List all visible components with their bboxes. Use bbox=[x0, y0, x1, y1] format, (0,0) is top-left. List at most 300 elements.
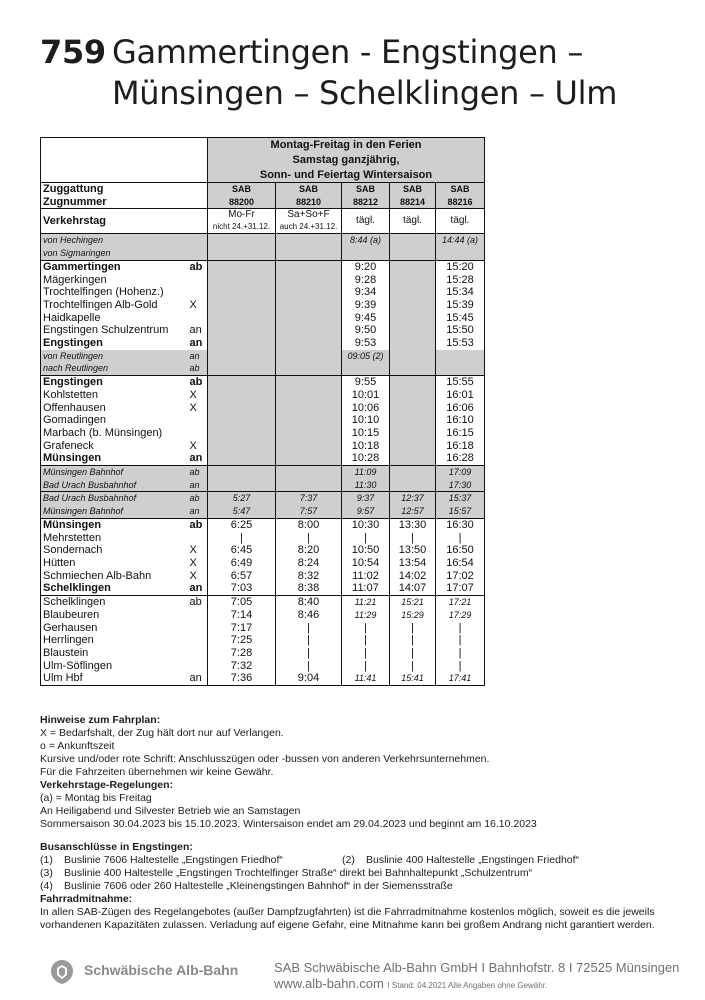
station-name: Trochtelfingen (Hohenz.) bbox=[41, 286, 186, 299]
bus-n2 bbox=[453, 880, 477, 893]
station-name: Trochtelfingen Alb-Gold bbox=[41, 299, 186, 312]
station-mark bbox=[186, 286, 208, 299]
station-mark: X bbox=[189, 401, 197, 414]
time-cell: | bbox=[436, 660, 485, 673]
time-cell: 9:57 bbox=[342, 505, 390, 518]
time-cell: 7:37 bbox=[276, 492, 342, 505]
bus-a: Buslinie 7606 oder 260 Haltestelle „Kleinengstingen Bahnhof“ in der Siemensstraße bbox=[64, 880, 453, 892]
time-cell: 14:02 bbox=[390, 570, 436, 583]
verkehrstag-3 bbox=[342, 209, 390, 234]
station-name: Blaubeuren bbox=[41, 609, 186, 622]
time-cell bbox=[276, 299, 342, 312]
time-cell bbox=[208, 299, 276, 312]
time-cell bbox=[390, 274, 436, 287]
station-mark bbox=[186, 647, 208, 660]
time-cell: 8:40 bbox=[276, 596, 342, 609]
time-cell: 11:41 bbox=[342, 672, 390, 685]
time-cell: 8:46 bbox=[276, 609, 342, 622]
timetable-row bbox=[41, 544, 485, 557]
time-cell: 17:07 bbox=[436, 582, 485, 595]
time-cell: 5:27 bbox=[208, 492, 276, 505]
station-mark bbox=[186, 274, 208, 287]
station-mark: an bbox=[189, 324, 202, 337]
time-cell: 11:09 bbox=[342, 466, 390, 479]
station-mark: an bbox=[189, 582, 203, 595]
time-cell: 10:15 bbox=[342, 427, 390, 440]
timetable-row bbox=[41, 402, 485, 415]
time-cell: 7:57 bbox=[276, 505, 342, 518]
time-cell: | bbox=[276, 660, 342, 673]
time-cell: 9:53 bbox=[342, 337, 390, 350]
verkehrstag-note: auch 24.+31.12. bbox=[279, 222, 338, 232]
time-cell: 15:50 bbox=[436, 324, 485, 337]
time-cell: 10:54 bbox=[342, 557, 390, 570]
time-cell bbox=[390, 376, 436, 389]
station-mark: an bbox=[186, 505, 208, 518]
time-cell bbox=[390, 362, 436, 375]
time-cell: 17:29 bbox=[436, 609, 485, 622]
time-cell: 9:04 bbox=[276, 672, 342, 685]
time-cell: 16:10 bbox=[436, 414, 485, 427]
timetable-row bbox=[41, 660, 485, 673]
timetable-row bbox=[41, 299, 485, 312]
station-mark bbox=[186, 234, 208, 247]
zugnummer-5: 88216 bbox=[436, 196, 485, 209]
station-mark: ab bbox=[186, 518, 208, 531]
notes-section bbox=[40, 714, 680, 932]
time-cell bbox=[390, 324, 436, 337]
time-cell: 15:20 bbox=[436, 260, 485, 273]
hinweise-title: Hinweise zum Fahrplan: bbox=[40, 714, 161, 726]
bus-item bbox=[40, 867, 680, 880]
verkehrstag-1 bbox=[208, 209, 276, 234]
timetable-row bbox=[41, 518, 485, 531]
sab-logo-icon bbox=[48, 958, 76, 986]
time-cell: 14:44 (a) bbox=[436, 234, 485, 247]
time-cell: 16:54 bbox=[436, 557, 485, 570]
time-cell: 16:06 bbox=[436, 402, 485, 415]
time-cell bbox=[390, 414, 436, 427]
time-cell: | bbox=[390, 634, 436, 647]
bus-n: (3) bbox=[40, 867, 53, 879]
timetable-row bbox=[41, 505, 485, 518]
station-name: Schelklingen bbox=[41, 582, 186, 595]
time-cell bbox=[276, 440, 342, 453]
time-cell: 12:37 bbox=[390, 492, 436, 505]
hinweis-item: Kursive und/oder rote Schrift: Anschlusszügen oder -bussen von anderen Verkehrsunternehmen. bbox=[40, 753, 490, 765]
timetable-row bbox=[41, 389, 485, 402]
station-mark bbox=[186, 660, 208, 673]
station-name: Mägerkingen bbox=[41, 274, 186, 287]
timetable-row bbox=[41, 452, 485, 465]
time-cell: 15:34 bbox=[436, 286, 485, 299]
time-cell: 9:55 bbox=[342, 376, 390, 389]
time-cell bbox=[276, 324, 342, 337]
timetable-row bbox=[41, 479, 485, 492]
time-cell: 5:47 bbox=[208, 505, 276, 518]
station-name: Schelklingen bbox=[41, 596, 186, 609]
time-cell: 16:30 bbox=[436, 518, 485, 531]
time-cell: 10:06 bbox=[342, 402, 390, 415]
time-cell bbox=[390, 440, 436, 453]
timetable-row bbox=[41, 582, 485, 595]
time-cell: 11:07 bbox=[342, 582, 390, 595]
station-mark: an bbox=[189, 337, 203, 350]
station-name: Gomadingen bbox=[41, 414, 186, 427]
verkehrstag-label: Verkehrstag bbox=[41, 209, 208, 234]
time-cell bbox=[390, 299, 436, 312]
time-cell bbox=[208, 247, 276, 260]
time-cell: 7:17 bbox=[208, 622, 276, 635]
station-mark bbox=[186, 622, 208, 635]
station-name: Blaustein bbox=[41, 647, 186, 660]
timetable-row bbox=[41, 634, 485, 647]
time-cell: 9:20 bbox=[342, 260, 390, 273]
zuggattung-2: SAB bbox=[276, 183, 342, 196]
time-cell bbox=[276, 234, 342, 247]
time-cell bbox=[342, 362, 390, 375]
time-cell bbox=[390, 234, 436, 247]
timetable-row bbox=[41, 376, 485, 389]
time-cell: | bbox=[390, 647, 436, 660]
time-cell: | bbox=[436, 532, 485, 545]
timetable-row bbox=[41, 570, 485, 583]
bus-n: (1) bbox=[40, 854, 53, 866]
hinweis-item: Für die Fahrzeiten übernehmen wir keine Gewähr. bbox=[40, 766, 274, 778]
time-cell: 7:03 bbox=[208, 582, 276, 595]
timetable-row bbox=[41, 532, 485, 545]
time-cell bbox=[436, 350, 485, 363]
timetable-row bbox=[41, 337, 485, 350]
station-mark: X bbox=[189, 298, 197, 311]
station-mark: an bbox=[189, 452, 203, 465]
time-cell: 15:39 bbox=[436, 299, 485, 312]
time-cell: 6:45 bbox=[208, 544, 276, 557]
time-cell bbox=[276, 414, 342, 427]
fahrrad-text: In allen SAB-Zügen des Regelangebotes (außer Dampfzugfahrten) ist die Fahrradmitnahme kostenlos möglich, soweit es die jeweils vorhandenen Kapazitäten zulassen. Verladung auf eigene Gefahr, eine Mitnahme kann bei großem Andrang nicht garantiert werden. bbox=[40, 906, 655, 931]
timetable-row bbox=[41, 247, 485, 260]
time-cell: 15:45 bbox=[436, 312, 485, 325]
timetable bbox=[40, 137, 485, 686]
time-cell: | bbox=[342, 622, 390, 635]
station-mark bbox=[186, 312, 208, 325]
timetable-row bbox=[41, 557, 485, 570]
timetable-row bbox=[41, 324, 485, 337]
station-name: Engstingen bbox=[41, 376, 186, 389]
time-cell: 13:50 bbox=[390, 544, 436, 557]
station-name: Bad Urach Busbahnhof bbox=[41, 492, 186, 505]
time-cell bbox=[390, 452, 436, 465]
zuggattung-1: SAB bbox=[208, 183, 276, 196]
time-cell bbox=[208, 466, 276, 479]
time-cell: 8:32 bbox=[276, 570, 342, 583]
station-mark: ab bbox=[186, 362, 208, 375]
time-cell: | bbox=[276, 634, 342, 647]
time-cell: | bbox=[436, 647, 485, 660]
timetable-row bbox=[41, 414, 485, 427]
time-cell: 15:55 bbox=[436, 376, 485, 389]
time-cell: 7:14 bbox=[208, 609, 276, 622]
bus-title: Busanschlüsse in Engstingen: bbox=[40, 841, 193, 853]
time-cell bbox=[276, 427, 342, 440]
timetable-row bbox=[41, 622, 485, 635]
time-cell: 8:00 bbox=[276, 518, 342, 531]
time-cell bbox=[276, 452, 342, 465]
time-cell: 10:18 bbox=[342, 440, 390, 453]
station-name: Grafeneck bbox=[41, 440, 186, 453]
time-cell bbox=[208, 376, 276, 389]
station-mark: X bbox=[189, 439, 197, 452]
time-cell bbox=[276, 376, 342, 389]
time-cell: | bbox=[342, 660, 390, 673]
timetable-row bbox=[41, 260, 485, 273]
station-name: Hütten bbox=[41, 557, 186, 570]
bus-n2: (2) bbox=[342, 854, 355, 866]
time-cell: 15:37 bbox=[436, 492, 485, 505]
zugnummer-label: Zugnummer bbox=[41, 196, 208, 209]
time-cell bbox=[208, 479, 276, 492]
time-cell: 6:57 bbox=[208, 570, 276, 583]
time-cell: 7:05 bbox=[208, 596, 276, 609]
time-cell bbox=[390, 337, 436, 350]
timetable-row bbox=[41, 362, 485, 375]
time-cell bbox=[276, 466, 342, 479]
station-mark bbox=[186, 247, 208, 260]
time-cell bbox=[276, 389, 342, 402]
time-cell bbox=[436, 362, 485, 375]
hinweis-item: X = Bedarfshalt, der Zug hält dort nur auf Verlangen. bbox=[40, 727, 284, 739]
time-cell: 8:20 bbox=[276, 544, 342, 557]
route-line-2: Münsingen – Schelklingen – Ulm bbox=[112, 74, 618, 112]
timetable-row bbox=[41, 647, 485, 660]
time-cell: 16:01 bbox=[436, 389, 485, 402]
time-cell bbox=[208, 234, 276, 247]
time-cell: 7:25 bbox=[208, 634, 276, 647]
station-mark bbox=[186, 532, 208, 545]
time-cell: | bbox=[276, 622, 342, 635]
time-cell: 17:41 bbox=[436, 672, 485, 685]
station-name: Ulm-Söflingen bbox=[41, 660, 186, 673]
timetable-row bbox=[41, 440, 485, 453]
time-cell bbox=[276, 312, 342, 325]
bus-n: (4) bbox=[40, 880, 53, 892]
station-name: Engstingen bbox=[41, 337, 186, 350]
time-cell: 16:50 bbox=[436, 544, 485, 557]
time-cell bbox=[208, 337, 276, 350]
time-cell: 09:05 (2) bbox=[342, 350, 390, 363]
verkehrstag-item: (a) = Montag bis Freitag bbox=[40, 792, 152, 804]
timetable-header-line-1: Montag-Freitag in den Ferien bbox=[208, 138, 485, 154]
time-cell bbox=[390, 427, 436, 440]
time-cell: 17:02 bbox=[436, 570, 485, 583]
time-cell bbox=[276, 247, 342, 260]
time-cell: 16:28 bbox=[436, 452, 485, 465]
time-cell: 7:28 bbox=[208, 647, 276, 660]
time-cell: 10:30 bbox=[342, 518, 390, 531]
station-mark: ab bbox=[186, 492, 208, 505]
verkehrstag-value: tägl. bbox=[403, 215, 422, 227]
time-cell: 15:28 bbox=[436, 274, 485, 287]
time-cell bbox=[208, 312, 276, 325]
station-name: nach Reutlingen bbox=[41, 362, 186, 375]
verkehrstag-value: tägl. bbox=[356, 215, 375, 227]
time-cell bbox=[208, 427, 276, 440]
time-cell: 10:01 bbox=[342, 389, 390, 402]
time-cell bbox=[208, 414, 276, 427]
time-cell bbox=[390, 466, 436, 479]
station-name: Bad Urach Busbahnhof bbox=[41, 479, 186, 492]
time-cell: 11:02 bbox=[342, 570, 390, 583]
timetable-row bbox=[41, 274, 485, 287]
station-mark bbox=[186, 427, 208, 440]
station-mark bbox=[186, 609, 208, 622]
station-name: Gerhausen bbox=[41, 622, 186, 635]
time-cell bbox=[390, 260, 436, 273]
station-mark: X bbox=[189, 569, 197, 582]
zuggattung-label: Zuggattung bbox=[41, 183, 208, 196]
time-cell: 13:54 bbox=[390, 557, 436, 570]
footer-brand: Schwäbische Alb-Bahn bbox=[84, 962, 239, 978]
time-cell: 12:57 bbox=[390, 505, 436, 518]
time-cell: | bbox=[342, 634, 390, 647]
time-cell: 9:39 bbox=[342, 299, 390, 312]
station-name: von Reutlingen bbox=[41, 350, 186, 363]
time-cell: 6:49 bbox=[208, 557, 276, 570]
station-name: Münsingen Bahnhof bbox=[41, 466, 186, 479]
time-cell bbox=[276, 337, 342, 350]
timetable-row bbox=[41, 492, 485, 505]
time-cell: 15:53 bbox=[436, 337, 485, 350]
time-cell bbox=[390, 350, 436, 363]
verkehrstage-title: Verkehrstage-Regelungen: bbox=[40, 779, 174, 791]
hinweis-item: o = Ankunftszeit bbox=[40, 740, 115, 752]
time-cell: 15:21 bbox=[390, 596, 436, 609]
time-cell: | bbox=[342, 532, 390, 545]
time-cell: 9:37 bbox=[342, 492, 390, 505]
time-cell bbox=[276, 260, 342, 273]
time-cell: 16:15 bbox=[436, 427, 485, 440]
time-cell: | bbox=[342, 647, 390, 660]
footer-website[interactable]: www.alb-bahn.com bbox=[274, 976, 384, 991]
time-cell bbox=[390, 389, 436, 402]
time-cell bbox=[342, 247, 390, 260]
time-cell bbox=[276, 402, 342, 415]
time-cell bbox=[208, 402, 276, 415]
time-cell: 11:30 bbox=[342, 479, 390, 492]
zugnummer-3: 88212 bbox=[342, 196, 390, 209]
timetable-row bbox=[41, 312, 485, 325]
time-cell bbox=[390, 479, 436, 492]
time-cell: 6:25 bbox=[208, 518, 276, 531]
timetable-row bbox=[41, 672, 485, 685]
station-name: von Hechingen bbox=[41, 234, 186, 247]
time-cell bbox=[276, 479, 342, 492]
station-mark: X bbox=[189, 556, 197, 569]
time-cell: 9:28 bbox=[342, 274, 390, 287]
time-cell bbox=[208, 274, 276, 287]
bus-a: Buslinie 400 Haltestelle „Engstingen Trochtelfinger Straße“ direkt bei Bahnhaltepunkt „Schulzentrum“ bbox=[64, 867, 533, 879]
time-cell: | bbox=[276, 532, 342, 545]
station-name: von Sigmaringen bbox=[41, 247, 186, 260]
time-cell: 14:07 bbox=[390, 582, 436, 595]
time-cell: 9:34 bbox=[342, 286, 390, 299]
time-cell: 15:57 bbox=[436, 505, 485, 518]
bus-a: Buslinie 7606 Haltestelle „Engstingen Friedhof“ bbox=[64, 854, 283, 866]
verkehrstag-2 bbox=[276, 209, 342, 234]
time-cell: 11:29 bbox=[342, 609, 390, 622]
page-title bbox=[40, 32, 680, 114]
station-mark: X bbox=[189, 544, 197, 557]
verkehrstag-item: An Heiligabend und Silvester Betrieb wie an Samstagen bbox=[40, 805, 301, 817]
time-cell: 10:28 bbox=[342, 452, 390, 465]
station-name: Sondernach bbox=[41, 544, 186, 557]
fahrrad-title: Fahrradmitnahme: bbox=[40, 893, 133, 905]
verkehrstag-note: nicht 24.+31.12. bbox=[212, 222, 271, 232]
time-cell: 15:29 bbox=[390, 609, 436, 622]
station-name: Herrlingen bbox=[41, 634, 186, 647]
time-cell: | bbox=[390, 622, 436, 635]
time-cell: 13:30 bbox=[390, 518, 436, 531]
time-cell: 8:38 bbox=[276, 582, 342, 595]
time-cell: | bbox=[436, 622, 485, 635]
station-name: Kohlstetten bbox=[41, 389, 186, 402]
station-name: Münsingen Bahnhof bbox=[41, 505, 186, 518]
time-cell: 8:24 bbox=[276, 557, 342, 570]
time-cell: 17:09 bbox=[436, 466, 485, 479]
time-cell bbox=[208, 440, 276, 453]
time-cell: 9:50 bbox=[342, 324, 390, 337]
time-cell bbox=[208, 324, 276, 337]
zugnummer-4: 88214 bbox=[390, 196, 436, 209]
station-mark: an bbox=[186, 479, 208, 492]
station-name: Schmiechen Alb-Bahn bbox=[41, 570, 186, 583]
zuggattung-4: SAB bbox=[390, 183, 436, 196]
verkehrstag-4 bbox=[390, 209, 436, 234]
time-cell bbox=[208, 452, 276, 465]
time-cell bbox=[276, 274, 342, 287]
time-cell bbox=[390, 312, 436, 325]
time-cell: 7:32 bbox=[208, 660, 276, 673]
footer-website-line bbox=[274, 976, 547, 991]
timetable-header-line-2: Samstag ganzjährig, bbox=[208, 153, 485, 168]
station-name: Ulm Hbf bbox=[41, 672, 186, 685]
time-cell bbox=[390, 402, 436, 415]
station-mark: X bbox=[189, 388, 197, 401]
time-cell: 8:44 (a) bbox=[342, 234, 390, 247]
time-cell bbox=[208, 362, 276, 375]
verkehrstag-value: Mo-Fr bbox=[228, 209, 255, 221]
station-mark: ab bbox=[186, 376, 208, 389]
time-cell: 15:41 bbox=[390, 672, 436, 685]
timetable-row bbox=[41, 286, 485, 299]
time-cell bbox=[436, 247, 485, 260]
time-cell bbox=[276, 350, 342, 363]
station-mark: an bbox=[186, 350, 208, 363]
bus-item bbox=[40, 880, 680, 893]
time-cell: | bbox=[390, 532, 436, 545]
time-cell bbox=[390, 247, 436, 260]
station-mark: ab bbox=[186, 466, 208, 479]
time-cell: 10:50 bbox=[342, 544, 390, 557]
timetable-header-line-3: Sonn- und Feiertag Wintersaison bbox=[208, 168, 485, 183]
time-cell bbox=[390, 286, 436, 299]
footer-address: SAB Schwäbische Alb-Bahn GmbH I Bahnhofstr. 8 I 72525 Münsingen bbox=[274, 960, 680, 975]
zugnummer-1: 88200 bbox=[208, 196, 276, 209]
station-mark: ab bbox=[186, 260, 208, 273]
station-name: Engstingen Schulzentrum bbox=[41, 324, 186, 337]
timetable-row bbox=[41, 596, 485, 609]
bus-n2 bbox=[532, 867, 556, 880]
